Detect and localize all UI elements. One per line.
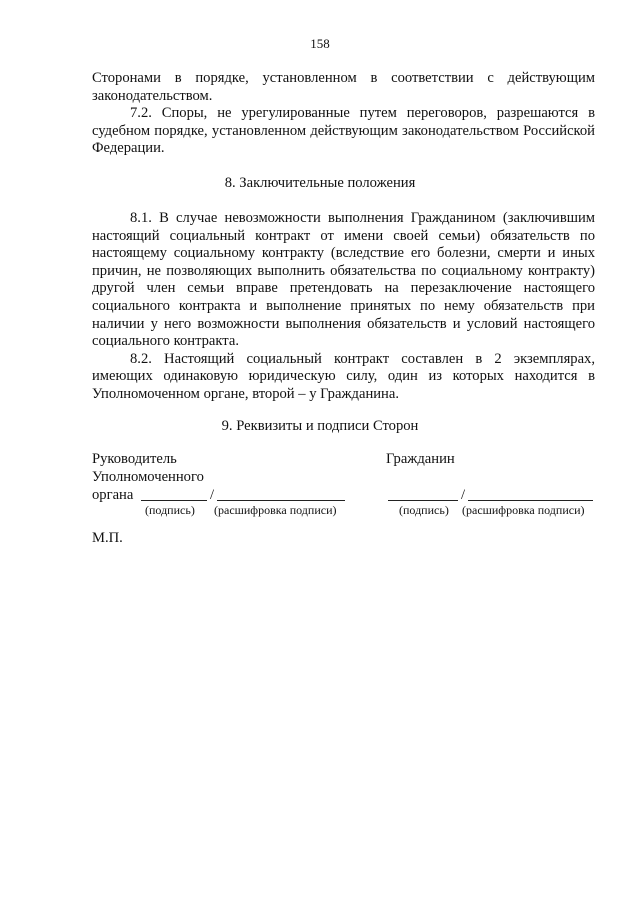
left-party-title-line1: Руководитель (92, 451, 177, 467)
section-8-heading: 8. Заключительные положения (224, 175, 416, 191)
section-7-text (92, 70, 595, 158)
left-party-title-line3: органа (92, 487, 134, 503)
right-signature-blank (388, 487, 458, 501)
left-caption-decode: (расшифровка подписи) (214, 503, 337, 517)
left-decode-blank (217, 487, 345, 501)
left-slash: / (210, 487, 215, 503)
right-party-title: Гражданин (386, 451, 455, 467)
paragraph-7-1-continuation: Сторонами в порядке, установленном в соответствии с действующим законодательством. (92, 70, 595, 104)
right-slash: / (461, 487, 466, 503)
right-caption-signature: (подпись) (399, 503, 449, 517)
paragraph-8-2: 8.2. Настоящий социальный контракт составлен в 2 экземплярах, имеющих одинаковую юридическую силу, один из которых находится в Уполномоченном органе, второй – у Гражданина. (92, 350, 595, 402)
left-party-title-line2: Уполномоченного (92, 469, 204, 485)
paragraph-8-1: 8.1. В случае невозможности выполнения Гражданином (заключившим настоящий социальный контракт от имени своей семьи) обязательств по настоящему социальному контракту (вследствие его болезни, смерти и иных причин, не позволяющих выполнить обязательства по социальному контракту) другой член семьи вправе претендовать на перезаключение настоящего социального контракта и выполнение принятых по нему обязательств при наличии у него возможности выполнения обязательств и условий настоящего социального контракта. (92, 210, 595, 350)
left-signature-blank (141, 487, 207, 501)
right-decode-blank (468, 487, 593, 501)
right-caption-decode: (расшифровка подписи) (462, 503, 585, 517)
left-caption-signature: (подпись) (145, 503, 195, 517)
section-9-heading: 9. Реквизиты и подписи Сторон (221, 418, 419, 434)
section-8-text (92, 210, 595, 404)
stamp-place: М.П. (92, 530, 123, 546)
paragraph-7-2: 7.2. Споры, не урегулированные путем переговоров, разрешаются в судебном порядке, установленном действующим законодательством Российской Федерации. (92, 105, 595, 157)
page-number: 158 (310, 36, 330, 51)
